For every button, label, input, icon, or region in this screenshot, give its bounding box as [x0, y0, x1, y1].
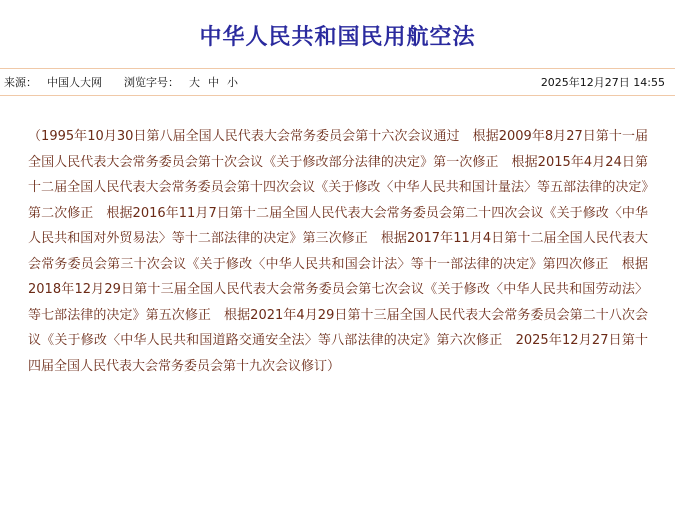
- source-label: 来源：: [4, 76, 37, 89]
- font-size-small-link[interactable]: 小: [227, 76, 238, 89]
- font-size-label: 浏览字号：: [124, 76, 179, 89]
- article-meta-bar: [0, 68, 675, 96]
- source-value: 中国人大网: [47, 76, 102, 89]
- font-size-large-link[interactable]: 大: [189, 76, 200, 89]
- page-title: 中华人民共和国民用航空法: [199, 24, 476, 50]
- font-size-medium-link[interactable]: 中: [208, 76, 219, 89]
- article-meta-left: [4, 74, 246, 90]
- law-amendment-preamble: （1995年10月30日第八届全国人民代表大会常务委员会第十六次会议通过 根据2009年8月27日第十一届全国人民代表大会常务委员会第十次会议《关于修改部分法律的决定》第一次修正 根据2015年4月24日第十二届全国人民代表大会常务委员会第十四次会议《关于修改〈中华人民共和国计量法〉等五部法律的决定》第二次修正 根据2016年11月7日第十二届全国人民代表大会常务委员会第二十四次会议《关于修改〈中华人民共和国对外贸易法〉等十二部法律的决定》第三次修正 根据2017年11月4日第十二届全国人民代表大会常务委员会第三十次会议《关于修改〈中华人民共和国会计法〉等十一部法律的决定》第四次修正 根据2018年12月29日第十三届全国人民代表大会常务委员会第七次会议《关于修改〈中华人民共和国劳动法〉等七部法律的决定》第五次修正 根据2021年4月29日第十三届全国人民代表大会常务委员会第二十八次会议《关于修改〈中华人民共和国道路交通安全法〉等八部法律的决定》第六次修正 2025年12月27日第十四届全国人民代表大会常务委员会第十九次会议修订）: [28, 129, 648, 374]
- publish-datetime: 2025年12月27日 14:55: [540, 76, 665, 89]
- article-body: [28, 124, 648, 379]
